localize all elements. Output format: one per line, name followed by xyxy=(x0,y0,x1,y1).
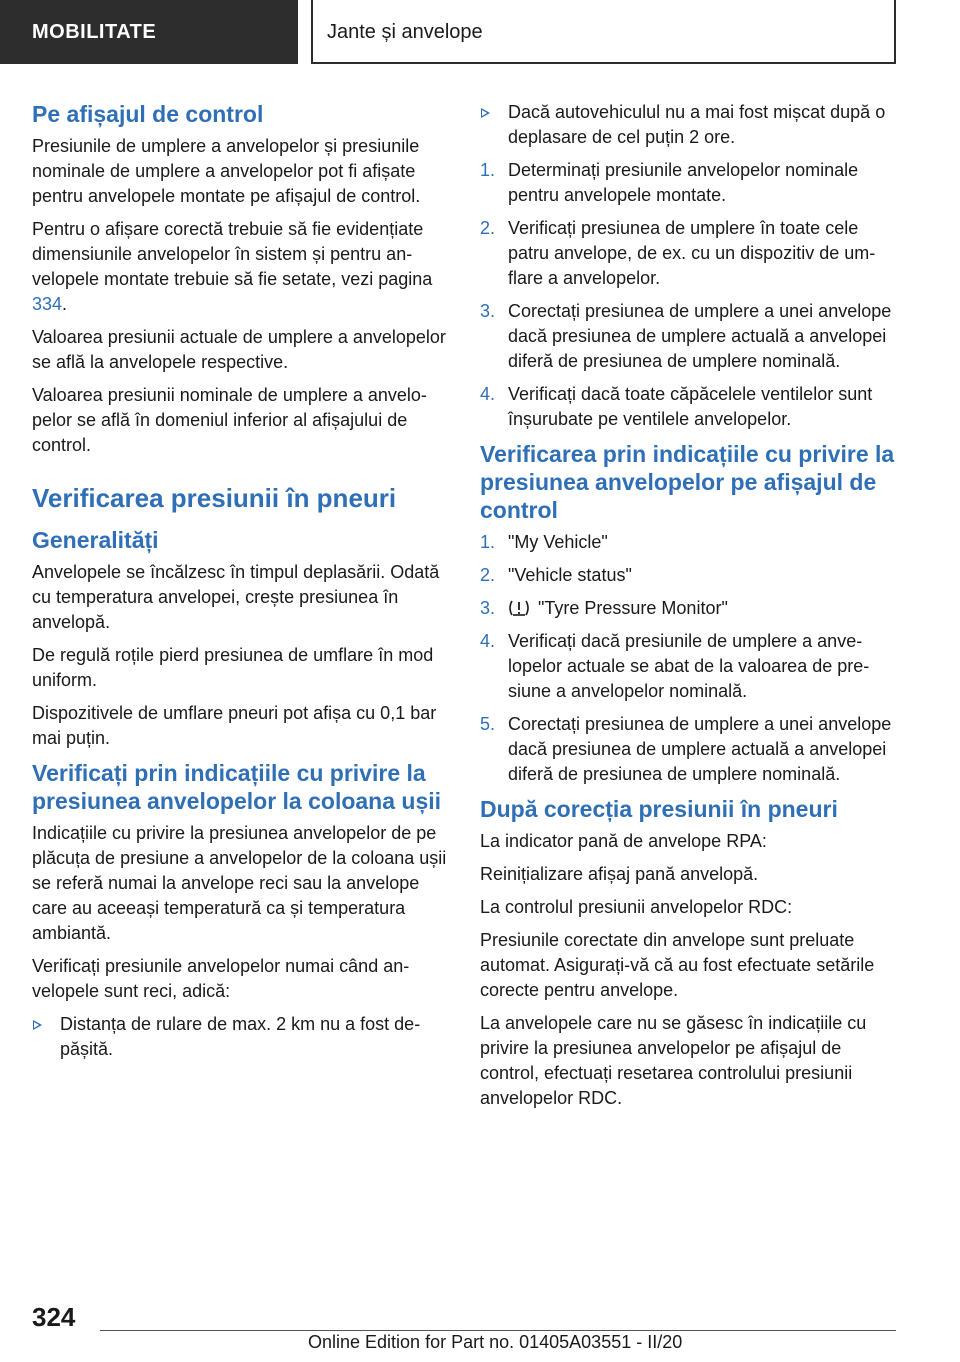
bullet-list xyxy=(480,100,898,150)
page-link[interactable]: 334 xyxy=(32,294,63,314)
list-item: 4. Verificați dacă presiunile de umplere a anvelopelor actuale se abat de la valoarea de presiune a anvelopelor nominală. xyxy=(480,631,870,701)
paragraph: La controlul presiunii anvelopelor RDC: xyxy=(480,897,793,917)
paragraph: La anvelopele care nu se găsesc în indicațiile cu privire la presiunea anvelopelor pe afișajul de control, efectuați resetarea controlului presiunii anvelopelor RDC. xyxy=(480,1013,867,1108)
paragraph: Presiunile corectate din anvelope sunt preluate automat. Asigurați-vă că au fost efectuate setările corecte pentru anvelope. xyxy=(480,930,875,1000)
list-item: 5. Corectați presiunea de umplere a unei anvelope dacă presiunea de umplere actuală a anvelopei diferă de presiunea de umplere nominală. xyxy=(480,714,892,784)
list-item: Dacă autovehiculul nu a mai fost mișcat după o deplasare de cel puțin 2 ore. xyxy=(480,100,898,150)
page-number: 324 xyxy=(32,1302,76,1332)
paragraph: Valoarea presiunii nominale de umplere a anvelopelor se află în domeniul inferior al afișajului de control. xyxy=(32,385,427,455)
paragraph: Dispozitivele de umflare pneuri pot afișa cu 0,1 bar mai puțin. xyxy=(32,703,437,748)
list-item: 1. Determinați presiunile anvelopelor nominale pentru anvelopele montate. xyxy=(480,160,859,205)
heading-after-correction: După corecția presiunii în pneuri xyxy=(480,796,838,822)
paragraph: Anvelopele se încălzesc în timpul deplasării. Odată cu temperatura anvelopei, crește presiunea în anvelopă. xyxy=(32,562,440,632)
paragraph-with-link: Pentru o afișare corectă trebuie să fie evidențiate dimensiunile anvelopelor în sistem și pentru anvelopele montate trebuie să fie setate, vezi pagina 334. xyxy=(32,219,433,314)
list-item: 3. Corectați presiunea de umplere a unei anvelope dacă presiunea de umplere actuală a anvelopei diferă de presiunea de umplere nominală. xyxy=(480,301,892,371)
list-item: 2. "Vehicle status" xyxy=(480,565,632,585)
list-item: 3. "Tyre Pressure Monitor" xyxy=(480,598,728,618)
bullet-list xyxy=(32,1012,448,1062)
right-column xyxy=(480,100,898,1119)
chapter-tab: Jante și anvelope xyxy=(311,0,896,64)
steps-list xyxy=(480,530,898,787)
footer-edition: Online Edition for Part no. 01405A03551 - II/20 xyxy=(308,1332,683,1352)
paragraph: Presiunile de umplere a anvelopelor și presiunile nominale de umplere a anvelopelor pot fi afișate pentru anvelopele montate pe afișajul de control. xyxy=(32,136,421,206)
paragraph: Reinițializare afișaj pană anvelopă. xyxy=(480,864,759,884)
list-item: 1. "My Vehicle" xyxy=(480,532,608,552)
heading-display-check: Verificarea prin indicațiile cu privire la presiunea anvelopelor pe afișajul de control xyxy=(480,441,895,523)
heading-door-pillar: Verificați prin indicațiile cu privire la presiunea anvelopelor la coloana ușii xyxy=(32,760,442,814)
tyre-pressure-warning-icon xyxy=(508,599,530,617)
paragraph: Valoarea presiunii actuale de umplere a anvelopelor se află la anvelopele respective. xyxy=(32,327,446,372)
heading-display: Pe afișajul de control xyxy=(32,101,264,127)
footer-divider xyxy=(100,1330,896,1331)
steps-list xyxy=(480,158,898,432)
paragraph: La indicator pană de anvelope RPA: xyxy=(480,831,767,851)
paragraph: Indicațiile cu privire la presiunea anvelopelor de pe plăcuța de presiune a anvelopelor de la coloana ușii se referă numai la anvelope reci sau la anvelope care au aceeași temperatură ca și temperatura ambiantă. xyxy=(32,823,447,943)
heading-general: Generalități xyxy=(32,527,159,553)
heading-main: Verificarea presiunii în pneuri xyxy=(32,483,397,513)
paragraph: Verificați presiunile anvelopelor numai când anvelopele sunt reci, adică: xyxy=(32,956,410,1001)
triangle-bullet-icon xyxy=(481,108,490,118)
list-item: 2. Verificați presiunea de umplere în toate cele patru anvelope, de ex. cu un dispozitiv de umflare a anvelopelor. xyxy=(480,218,876,288)
left-column xyxy=(32,100,448,1070)
paragraph: De regulă roțile pierd presiunea de umflare în mod uniform. xyxy=(32,645,434,690)
list-item: 4. Verificați dacă toate căpăcelele ventilelor sunt înșurubate pe ventilele anvelopelor. xyxy=(480,384,873,429)
list-item: Distanța de rulare de max. 2 km nu a fost depășită. xyxy=(32,1012,448,1062)
triangle-bullet-icon xyxy=(33,1020,42,1030)
section-tab: MOBILITATE xyxy=(0,0,298,64)
